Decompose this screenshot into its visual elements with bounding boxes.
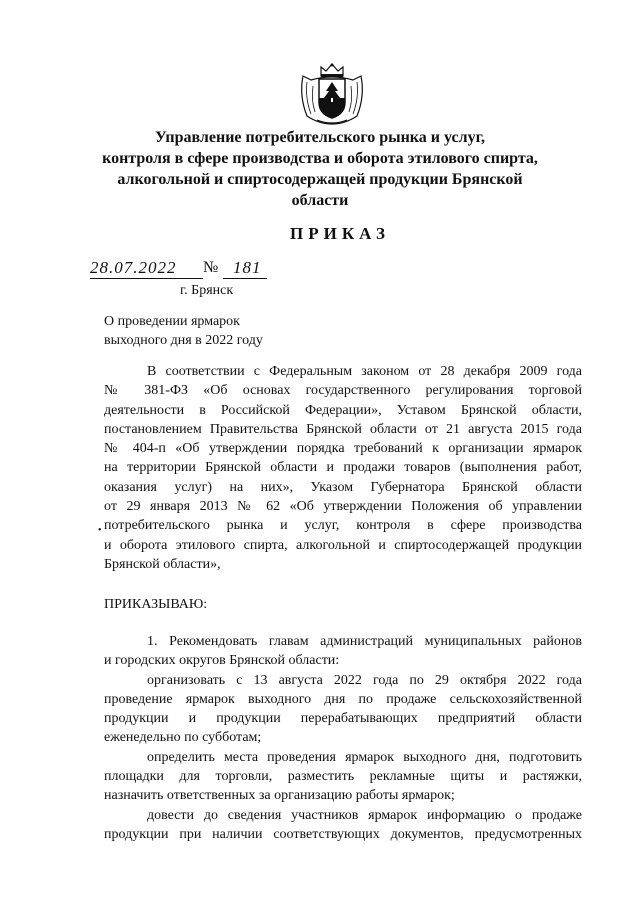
subitem-line: еженедельно по субботам; (104, 730, 262, 746)
subitem-line: площадки для торговли, разместить рекламные щиты и растяжки, (104, 769, 582, 785)
number-label: № (203, 259, 219, 276)
preamble-line: и оборота этилового спирта, алкогольной и спиртосодержащей продукции (104, 537, 582, 553)
subitem-line: продукции и продукции перерабатывающих предприятий области (104, 711, 582, 727)
preamble-line: оказания услуг) на них», Указом Губернатора Брянской области (104, 479, 582, 495)
preamble-line: Брянской области», (104, 556, 221, 572)
document-date: 28.07.2022 (90, 258, 177, 277)
organization-name (90, 127, 550, 211)
subitem-line: организовать с 13 августа 2022 года по 29 октября 2022 года (147, 672, 582, 688)
date-number-line (90, 258, 350, 282)
order-word: ПРИКАЗЫВАЮ: (104, 597, 208, 612)
date-underline (90, 278, 203, 279)
org-line: Управление потребительского рынка и услуг, (154, 129, 486, 146)
org-line: алкогольной и спиртосодержащей продукции Брянской (117, 171, 523, 188)
preamble-line: № 404-п «Об утверждении порядка требований к организации ярмарок (104, 441, 582, 457)
order-item-1 (104, 632, 582, 844)
preamble-line: от 29 января 2013 № 62 «Об утверждении Положения об управлении (104, 499, 582, 515)
subject-line: выходного дня в 2022 году (104, 333, 263, 348)
preamble-line: на территории Брянской области и продажи товаров (выполнения работ, (104, 460, 582, 476)
document-number: 181 (233, 258, 262, 277)
margin-dot: • (98, 525, 102, 536)
preamble (104, 362, 582, 574)
subitem-line: определить места проведения ярмарок выходного дня, подготовить (147, 749, 582, 765)
org-line: контроля в сфере производства и оборота этилового спирта, (102, 150, 538, 167)
preamble-line: В соответствии с Федеральным законом от 28 декабря 2009 года (147, 364, 582, 379)
document-subject (104, 312, 263, 350)
preamble-line: деятельности в Российской Федерации», Уставом Брянской области, (104, 402, 582, 418)
coat-of-arms-icon (297, 62, 367, 126)
city: г. Брянск (180, 283, 234, 298)
preamble-line: постановлением Правительства Брянской области от 21 августа 2015 года (104, 421, 582, 437)
subitem-line: назначить ответственных за организацию работы ярмарок; (104, 788, 455, 804)
preamble-line: № 381-ФЗ «Об основах государственного регулирования торговой (104, 383, 582, 399)
subitem-line: продукции при наличии соответствующих документов, предусмотренных (104, 826, 582, 842)
subitem-line: довести до сведения участников ярмарок информацию о продаже (147, 807, 582, 823)
preamble-line: потребительского рынка и услуг, контроля в сфере производства (104, 518, 582, 534)
org-line: области (291, 192, 349, 209)
item-line: и городских округов Брянской области: (104, 653, 340, 669)
item-line: 1. Рекомендовать главам администраций муниципальных районов (147, 634, 582, 649)
number-underline (223, 278, 267, 279)
document-type-title: ПРИКАЗ (290, 224, 390, 243)
subject-line: О проведении ярмарок (104, 314, 240, 329)
subitem-line: проведение ярмарок выходного дня по продаже сельскохозяйственной (104, 691, 582, 707)
